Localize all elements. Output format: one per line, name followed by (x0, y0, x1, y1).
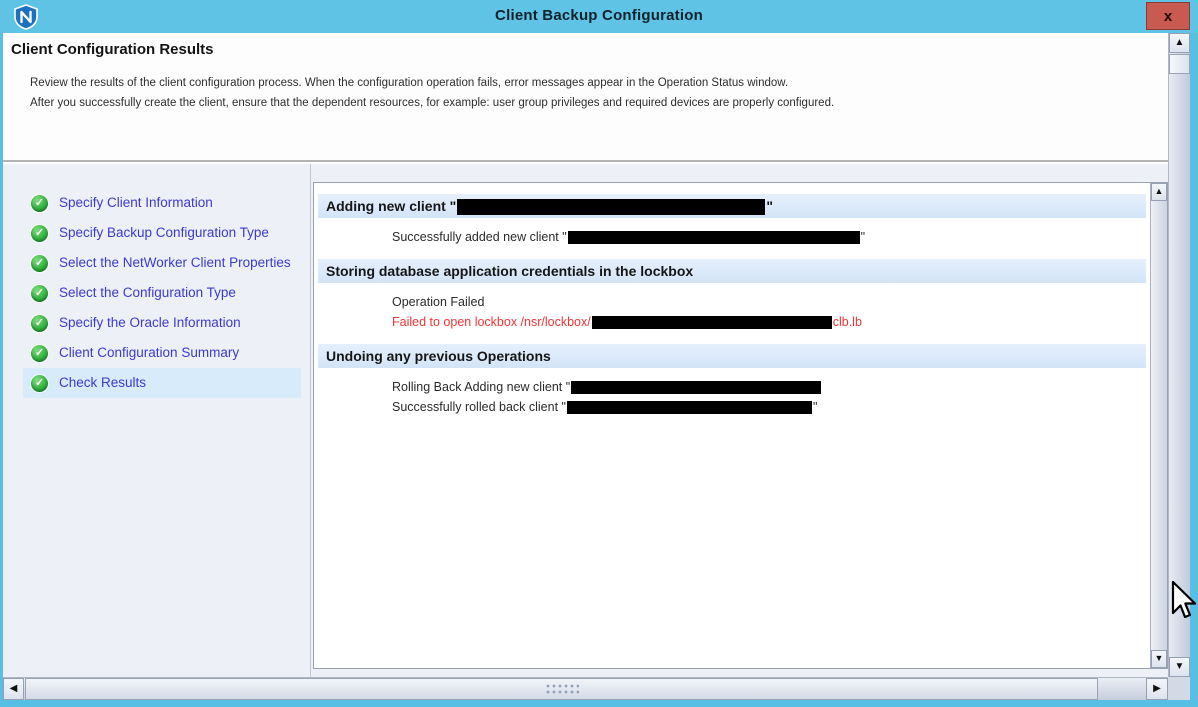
check-circle-icon: ✓ (31, 255, 48, 272)
check-circle-icon: ✓ (31, 345, 48, 362)
sidebar-step-specify-backup-configuration-type[interactable] (23, 218, 301, 248)
sidebar-step-client-configuration-summary[interactable] (23, 338, 301, 368)
description-line-1: Review the results of the client configuration process. When the configuration operation fails, error messages appear in the Operation Status window. (30, 77, 789, 89)
results-header (3, 33, 1168, 162)
scrollbar-grip-icon (545, 683, 579, 696)
redacted-text (457, 199, 765, 215)
wizard-steps-sidebar (3, 164, 311, 677)
redacted-text (571, 381, 821, 394)
page-title: Client Configuration Results (11, 41, 214, 58)
wizard-body (3, 164, 1168, 677)
dialog-scroll-down-button[interactable] (1169, 657, 1190, 677)
redacted-text (568, 231, 860, 244)
dialog-surface (3, 33, 1190, 700)
dialog-scroll-right-button[interactable] (1146, 678, 1168, 700)
page-description (30, 73, 834, 113)
dialog-horizontal-scrollbar[interactable] (3, 677, 1168, 700)
result-row: Successfully added new client " " (392, 230, 866, 244)
sidebar-step-specify-client-information[interactable] (23, 188, 301, 218)
wizard-step-label: Check Results (59, 375, 147, 390)
wizard-step-label: Specify Backup Configuration Type (59, 225, 269, 240)
arrow-down-icon: ▼ (1174, 661, 1185, 672)
vertical-scrollbar-thumb[interactable] (1169, 54, 1190, 74)
result-row-error: Failed to open lockbox /nsr/lockbox/ clb.lb (392, 315, 862, 329)
window-title: Client Backup Configuration (495, 7, 703, 24)
wizard-step-label: Client Configuration Summary (59, 345, 240, 360)
result-section (314, 259, 1150, 344)
scrollbar-corner (1168, 677, 1190, 700)
wizard-step-label: Specify Client Information (59, 195, 213, 210)
results-panel (313, 182, 1168, 669)
close-icon: x (1163, 7, 1173, 25)
wizard-step-label: Select the NetWorker Client Properties (59, 255, 291, 270)
check-circle-icon: ✓ (31, 375, 48, 392)
result-section (314, 344, 1150, 429)
results-scroll-down-button[interactable] (1151, 650, 1167, 668)
close-button[interactable] (1146, 2, 1190, 30)
wizard-step-label: Select the Configuration Type (59, 285, 236, 300)
arrow-right-icon: ▶ (1153, 683, 1161, 694)
wizard-steps-list (23, 188, 301, 398)
result-section-rows (314, 377, 1150, 429)
results-sections (314, 183, 1150, 668)
horizontal-scrollbar-thumb[interactable] (25, 678, 1098, 700)
dialog-scroll-up-button[interactable] (1169, 33, 1190, 53)
description-line-2: After you successfully create the client, ensure that the dependent resources, for example: user group privileges and required devices are properly configured. (30, 97, 835, 109)
result-section (314, 194, 1150, 259)
arrow-up-icon: ▲ (1154, 186, 1164, 196)
arrow-down-icon: ▼ (1154, 653, 1164, 663)
result-section-header: Undoing any previous Operations (318, 344, 1146, 368)
sidebar-step-check-results[interactable] (23, 368, 301, 398)
result-section-header: Adding new client " " (318, 194, 1146, 218)
dialog-scroll-left-button[interactable] (3, 678, 24, 700)
sidebar-step-select-the-configuration-type[interactable] (23, 278, 301, 308)
results-vertical-scrollbar[interactable] (1150, 183, 1167, 668)
result-section-header: Storing database application credentials in the lockbox (318, 259, 1146, 283)
result-section-rows (314, 227, 1150, 259)
check-circle-icon: ✓ (31, 285, 48, 302)
arrow-up-icon: ▲ (1174, 37, 1185, 48)
sidebar-step-select-the-networker-client-properties[interactable] (23, 248, 301, 278)
check-circle-icon: ✓ (31, 225, 48, 242)
redacted-text (567, 401, 812, 414)
result-section-rows (314, 292, 1150, 344)
titlebar[interactable] (0, 0, 1198, 33)
wizard-step-label: Specify the Oracle Information (59, 315, 241, 330)
results-scroll-up-button[interactable] (1151, 183, 1167, 201)
mouse-cursor (1170, 580, 1198, 622)
sidebar-step-specify-the-oracle-information[interactable] (23, 308, 301, 338)
result-row: Operation Failed (392, 295, 485, 309)
result-row: Rolling Back Adding new client " (392, 377, 1150, 397)
result-row: Successfully rolled back client " " (392, 400, 818, 414)
arrow-left-icon: ◀ (9, 683, 18, 694)
check-circle-icon: ✓ (31, 315, 48, 332)
redacted-text (592, 316, 832, 329)
check-circle-icon: ✓ (31, 195, 48, 212)
